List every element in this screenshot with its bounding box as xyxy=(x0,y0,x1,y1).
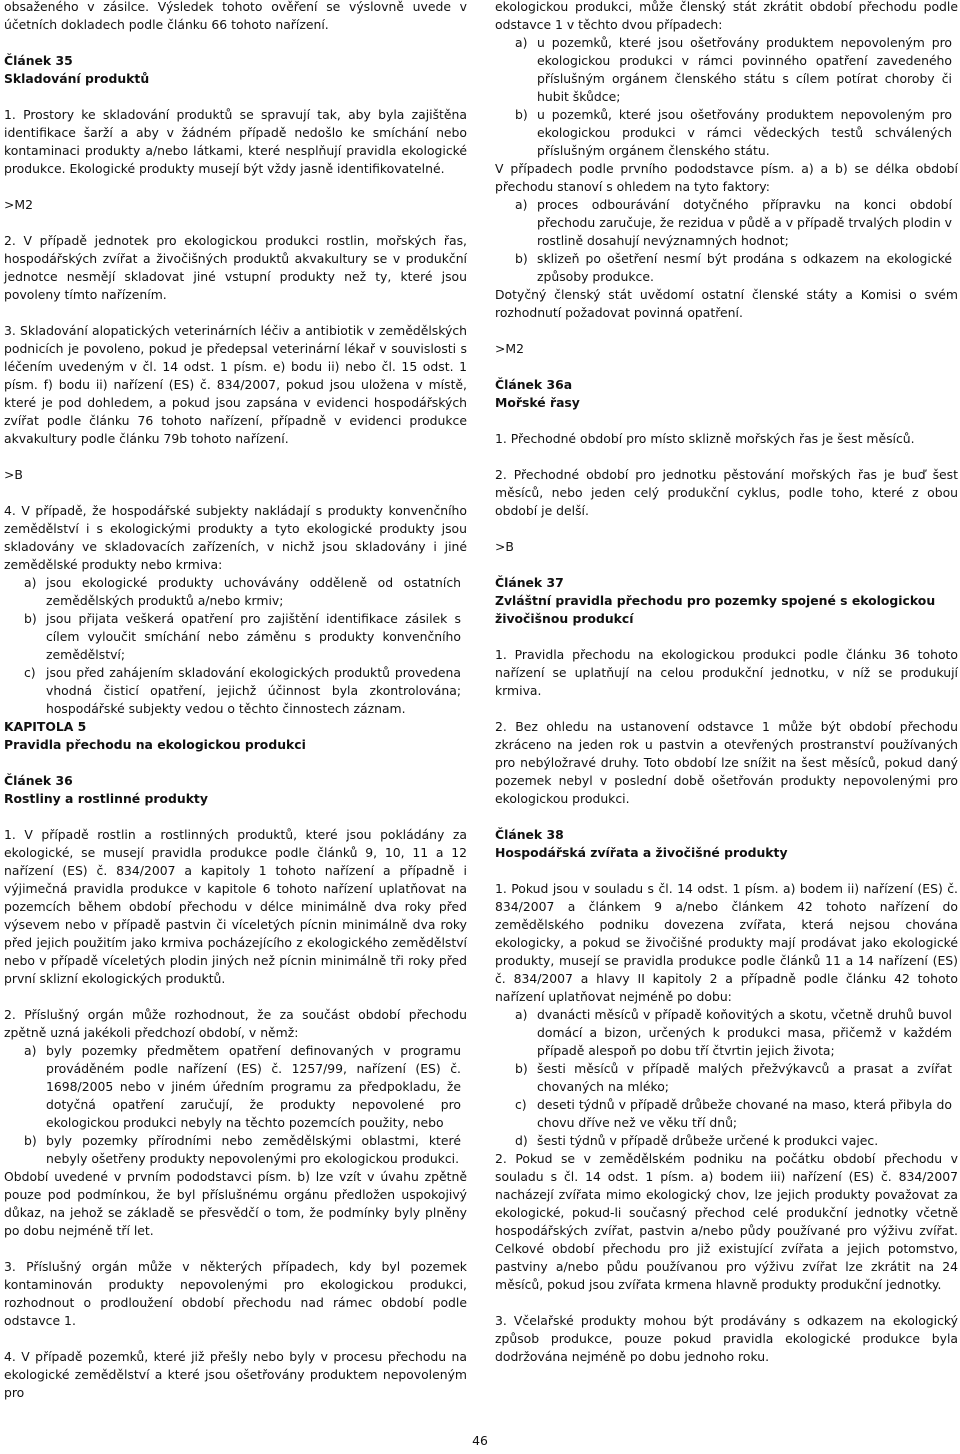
article-36a-title: Článek 36a xyxy=(495,377,573,392)
list-marker: b) xyxy=(515,251,528,266)
article-37-title: Článek 37 xyxy=(495,575,564,590)
article-35-subtitle: Skladování produktů xyxy=(4,71,150,86)
article-35-paragraph-4: 4. V případě, že hospodářské subjekty nakládají s produkty konvenčního zemědělství i s ekologickými produkty a tyto ekologické produkty jsou skladovány ve skladovacích zařízeních, v nichž jsou skladovány i jiné zemědělské produkty nebo krmiva: xyxy=(4,503,467,572)
factors-list xyxy=(495,196,958,286)
list-item-text: šesti měsíců v případě malých přežvýkavců a prasat a zvířat chovaných na mléko; xyxy=(537,1061,952,1094)
list-item-text: jsou přijata veškerá opatření pro zajištění identifikace zásilek s cílem vyloučit smíchání nebo záměnu s produkty konvenčního zemědělství; xyxy=(46,611,461,662)
list-marker: c) xyxy=(515,1097,527,1112)
list-item-text: u pozemků, které jsou ošetřovány produktem nepovoleným pro ekologickou produkci v rámci vědeckých testů schválených příslušným orgánem členského státu. xyxy=(537,107,952,158)
article-35-paragraph-3: 3. Skladování alopatických veterinárních léčiv a antibiotik v zemědělských podnicích je povoleno, pokud je předepsal veterinární lékař v souvislosti s léčením uvedeným v čl. 14 odst. 1 písm. e) bodu ii) nebo čl. 15 odst. 1 písm. f) bodu ii) nařízení (ES) č. 834/2007, pokud jsou uložena v místě, které je pod dohledem, a pokud jsou zapsána v evidenci hospodářských zvířat podle článku 76 tohoto nařízení, případně v evidenci produkce akvakultury podle článku 79b tohoto nařízení. xyxy=(4,323,467,446)
list-marker: a) xyxy=(24,1043,37,1058)
list-item-text: jsou před zahájením skladování ekologických produktů provedena vhodná čisticí opatření, jejichž účinnost byla zkontrolována; hospodářské subjekty vedou o těchto činnostech záznam. xyxy=(46,665,461,716)
list-item xyxy=(495,1132,958,1150)
list-item xyxy=(4,664,467,718)
article-37-subtitle: Zvláštní pravidla přechodu pro pozemky spojené s ekologickou živočišnou produkcí xyxy=(495,593,936,626)
list-marker: c) xyxy=(24,665,36,680)
article-36a-paragraph-2: 2. Přechodné období pro jednotku pěstování mořských řas je buď šest měsíců, nebo jeden celý produkční cyklus, podle toho, které z obou období je delší. xyxy=(495,467,958,518)
article-36-paragraph-2-after: Období uvedené v prvním pododstavci písm. b) lze vzít v úvahu zpětně pouze pod podmínkou, že byl příslušnému orgánu předložen uspokojivý důkaz, na jehož se základě se přesvědčí o tom, že podmínky byly plněny po dobu nejméně tří let. xyxy=(4,1169,467,1238)
amendment-marker-m2: >M2 xyxy=(495,341,524,356)
article-38-paragraph-2: 2. Pokud se v zemědělském podniku na počátku období přechodu v souladu s čl. 14 odst. 1 písm. a) bodem iii) nařízení (ES) č. 834/2007 nacházejí zvířata mimo ekologický chov, lze jejich produkty považovat za ekologické, pokud-li současný přechod celé produkční jednotky včetně hospodářských zvířat, pastvin a/nebo půdy používané pro výživu zvířat. Celkové období přechodu pro již existující zvířata a jejich potomstvo, pastviny a/nebo půdu používanou pro výživu zvířat lze zkrátit na 24 měsíců, pokud jsou zvířata krmena hlavně produkty produkční jednotky. xyxy=(495,1151,958,1292)
list-item xyxy=(495,106,958,160)
article-38-subtitle: Hospodářská zvířata a živočišné produkty xyxy=(495,845,788,860)
list-item xyxy=(495,1060,958,1096)
list-marker: b) xyxy=(515,1061,528,1076)
chapter-title: KAPITOLA 5 xyxy=(4,719,87,734)
list-marker: a) xyxy=(515,1007,528,1022)
article-36a-subtitle: Mořské řasy xyxy=(495,395,580,410)
article-35-title: Článek 35 xyxy=(4,53,73,68)
article-36-paragraph-2-list xyxy=(4,1042,467,1168)
list-item-text: byly pozemky předmětem opatření definovaných v programu prováděném podle nařízení (ES) č. 1257/99, nařízení (ES) č. 1698/2005 nebo v jiném úředním programu za předpokladu, že dotyčná opatření zaručují, že produkty nepovolené pro ekologickou produkci nebyly na těchto pozemcích použity, nebo xyxy=(46,1043,461,1130)
article-38-title: Článek 38 xyxy=(495,827,564,842)
list-marker: a) xyxy=(24,575,37,590)
article-37-paragraph-1: 1. Pravidla přechodu na ekologickou produkci podle článku 36 tohoto nařízení se uplatňují na celou produkční jednotku, v níž se produkují krmiva. xyxy=(495,647,958,698)
list-item-text: sklizeň po ošetření nesmí být prodána s odkazem na ekologické způsoby produkce. xyxy=(537,251,952,284)
list-marker: a) xyxy=(515,35,528,50)
list-marker: b) xyxy=(24,611,37,626)
list-item xyxy=(495,1096,958,1132)
article-35-paragraph-4-list xyxy=(4,574,467,718)
article-36-title: Článek 36 xyxy=(4,773,73,788)
article-35-paragraph-2: 2. V případě jednotek pro ekologickou produkci rostlin, mořských řas, hospodářských zvířat a živočišných produktů akvakultury se v produkční jednotce nesmějí skladovat jiné vstupní produkty než ty, které jsou povoleny tímto nařízením. xyxy=(4,233,467,302)
chapter-subtitle: Pravidla přechodu na ekologickou produkci xyxy=(4,737,306,752)
article-36-paragraph-2: 2. Příslušný orgán může rozhodnout, že za součást období přechodu zpětně uzná jakékoli předchozí období, v němž: xyxy=(4,1007,467,1040)
list-item-text: jsou ekologické produkty uchovávány odděleně od ostatních zemědělských produktů a/nebo krmiv; xyxy=(46,575,461,608)
article-36-paragraph-4: 4. V případě pozemků, které již přešly nebo byly v procesu přechodu na ekologické zemědělství a které jsou ošetřovány produktem nepovoleným pro xyxy=(4,1349,467,1400)
list-item xyxy=(495,34,958,106)
paragraph-member-state-notice: Dotyčný členský stát uvědomí ostatní členské státy a Komisi o svém rozhodnutí požadovat povinná opatření. xyxy=(495,287,958,320)
article-38-paragraph-1: 1. Pokud jsou v souladu s čl. 14 odst. 1 písm. a) bodem ii) nařízení (ES) č. 834/2007 a článkem 9 a/nebo článkem 42 tohoto nařízení do zemědělského podniku dovezena zvířata, která nejsou chována ekologicky, a pokud se živočišné produkty mají prodávat jako ekologické produkty, musejí se pravidla produkce podle článků 11 a 14 nařízení (ES) č. 834/2007 a hlavy II kapitoly 2 a případně podle článku 42 tohoto nařízení uplatňovat nejméně po dobu: xyxy=(495,881,958,1004)
article-38-paragraph-1-list xyxy=(495,1006,958,1150)
amendment-marker-b: >B xyxy=(4,467,23,482)
article-36a-paragraph-1: 1. Přechodné období pro místo sklizně mořských řas je šest měsíců. xyxy=(495,431,915,446)
paragraph-continuation: ekologickou produkci, může členský stát zkrátit období přechodu podle odstavce 1 v těchto dvou případech: xyxy=(495,0,958,32)
article-35-paragraph-1: 1. Prostory ke skladování produktů se spravují tak, aby byla zajištěna identifikace šarží a aby v žádném případě nedošlo ke smíchání nebo kontaminaci produkty a/nebo látkami, které nesplňují pravidla ekologické produkce. Ekologické produkty musejí být vždy jasně identifikovatelné. xyxy=(4,107,467,176)
list-marker: d) xyxy=(515,1133,528,1148)
article-36-paragraph-3: 3. Příslušný orgán může v některých případech, kdy byl pozemek kontaminován produkty nepovolenými pro ekologickou produkci, rozhodnout o prodloužení období přechodu nad rámec období podle odstavce 1. xyxy=(4,1259,467,1328)
paragraph-factors: V případech podle prvního pododstavce písm. a) a b) se délka období přechodu stanoví s ohledem na tyto faktory: xyxy=(495,161,958,194)
list-item xyxy=(495,196,958,250)
amendment-marker-m2: >M2 xyxy=(4,197,33,212)
right-column xyxy=(495,0,958,1384)
list-item-text: proces odbourávání dotyčného přípravku na konci období přechodu zaručuje, že rezidua v půdě a v případě trvalých plodin v rostlině dosahují nevýznamných hodnot; xyxy=(537,197,952,248)
list-item xyxy=(4,610,467,664)
article-37-paragraph-2: 2. Bez ohledu na ustanovení odstavce 1 může být období přechodu zkráceno na jeden rok u pastvin a otevřených prostranství používaných pro nebýložravé druhy. Toto období lze snížit na šest měsíců, pokud daný pozemek nebyl v poslední době ošetřován produkty nepovolenými pro ekologickou produkci. xyxy=(495,719,958,806)
list-marker: a) xyxy=(515,197,528,212)
list-marker: b) xyxy=(515,107,528,122)
list-item xyxy=(4,574,467,610)
article-36-subtitle: Rostliny a rostlinné produkty xyxy=(4,791,208,806)
amendment-marker-b: >B xyxy=(495,539,514,554)
list-item-text: u pozemků, které jsou ošetřovány produktem nepovoleným pro ekologickou produkci v rámci povinného opatření zavedeného příslušným orgánem členského státu s cílem potírat choroby či hubit škůdce; xyxy=(537,35,952,104)
list-item xyxy=(4,1132,467,1168)
article-36-paragraph-1: 1. V případě rostlin a rostlinných produktů, které jsou pokládány za ekologické, se musejí pravidla produkce podle článků 9, 10, 11 a 12 nařízení (ES) č. 834/2007 a kapitoly 1 tohoto nařízení a případně i výjimečná pravidla produkce v kapitole 6 tohoto nařízení uplatňovat na pozemcích během období přechodu v délce minimálně dva roky před výsevem nebo v případě pastvin či víceletých pícnin minimálně dva roky před jejich použitím jako krmiva pocházejícího z ekologického zemědělství nebo v případě víceletých plodin jiných než pícnin minimálně tři roky před první sklizní ekologických produktů. xyxy=(4,827,467,986)
list-item-text: dvanácti měsíců v případě koňovitých a skotu, včetně druhů buvol domácí a bizon, určených k produkci masa, přičemž v každém případě alespoň po dobu tří čtvrtin jejich života; xyxy=(537,1007,952,1058)
paragraph-continuation: obsaženého v zásilce. Výsledek tohoto ověření se výslovně uvede v účetních dokladech podle článku 66 tohoto nařízení. xyxy=(4,0,467,32)
list-item-text: šesti týdnů v případě drůbeže určené k produkci vajec. xyxy=(537,1133,879,1148)
list-marker: b) xyxy=(24,1133,37,1148)
left-column xyxy=(4,0,467,1420)
list-item xyxy=(495,250,958,286)
page-number: 46 xyxy=(472,1433,488,1448)
list-item-text: byly pozemky přírodními nebo zemědělskými oblastmi, které nebyly ošetřeny produkty nepovolenými pro ekologickou produkci. xyxy=(46,1133,461,1166)
article-38-paragraph-3: 3. Včelařské produkty mohou být prodávány s odkazem na ekologický způsob produkce, pouze pokud pravidla ekologické produkce byla dodržována nejméně po dobu jednoho roku. xyxy=(495,1313,958,1364)
list-item xyxy=(495,1006,958,1060)
continuation-list xyxy=(495,34,958,160)
list-item xyxy=(4,1042,467,1132)
list-item-text: deseti týdnů v případě drůbeže chované na maso, která přibyla do chovu dříve než ve věku tří dnů; xyxy=(537,1097,952,1130)
